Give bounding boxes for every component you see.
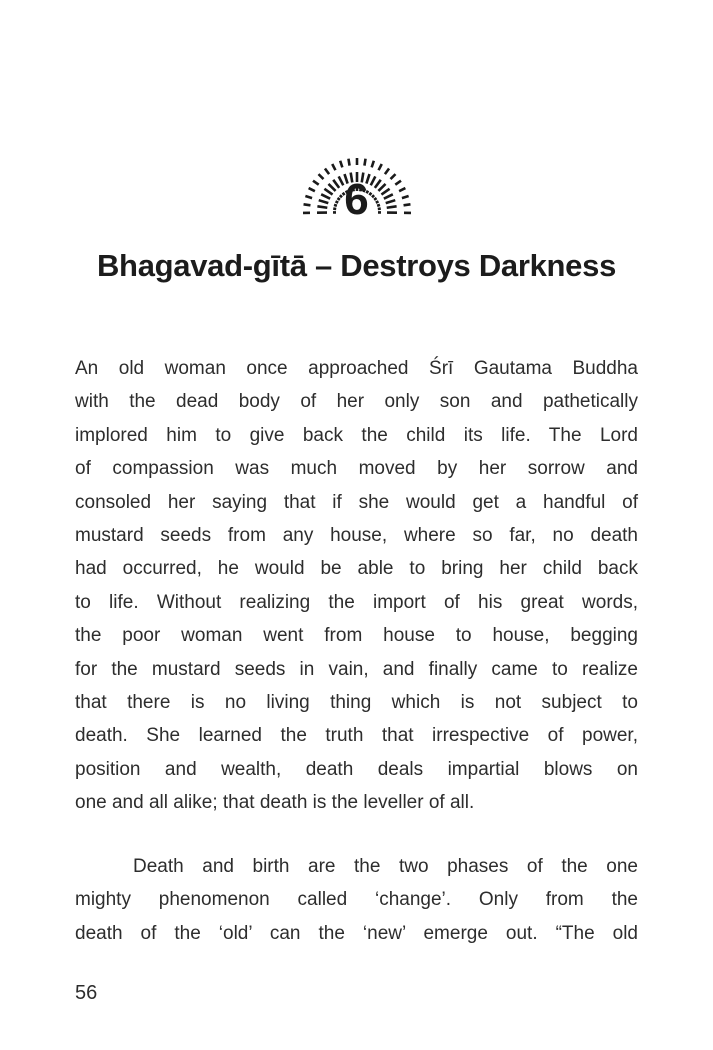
text-line: consoled her saying that if she would get a handful of xyxy=(75,491,638,513)
text-line: position and wealth, death deals impartial blows on xyxy=(75,758,638,780)
text-line: death. She learned the truth that irrespective of power, xyxy=(75,725,638,747)
chapter-ornament xyxy=(292,146,422,228)
chapter-title: Bhagavad-gītā – Destroys Darkness xyxy=(96,248,617,283)
page-number: 56 xyxy=(75,982,98,1004)
text-line: An old woman once approached Śrī Gautama Buddha xyxy=(75,358,638,379)
text-line: had occurred, he would be able to bring her child back xyxy=(75,558,638,580)
body-text xyxy=(75,352,638,950)
paragraph-1 xyxy=(75,352,638,820)
text-line: the poor woman went from house to house, begging xyxy=(75,625,638,647)
text-line: death of the ‘old’ can the ‘new’ emerge out. “The old xyxy=(75,922,638,944)
paragraph-2 xyxy=(75,850,638,950)
text-line: for the mustard seeds in vain, and finally came to realize xyxy=(75,658,638,680)
text-line: Death and birth are the two phases of the one xyxy=(133,855,638,877)
text-line: mustard seeds from any house, where so far, no death xyxy=(75,525,638,547)
chapter-number: 6 xyxy=(344,175,369,224)
text-line: implored him to give back the child its life. The Lord xyxy=(75,424,638,446)
text-line: with the dead body of her only son and pathetically xyxy=(75,391,638,413)
text-line: that there is no living thing which is not subject to xyxy=(75,692,638,714)
text-line: of compassion was much moved by her sorrow and xyxy=(75,458,638,480)
text-line: mighty phenomenon called ‘change’. Only from the xyxy=(75,889,638,911)
text-line: one and all alike; that death is the leveller of all. xyxy=(75,792,475,814)
text-line: to life. Without realizing the import of his great words, xyxy=(75,591,638,613)
